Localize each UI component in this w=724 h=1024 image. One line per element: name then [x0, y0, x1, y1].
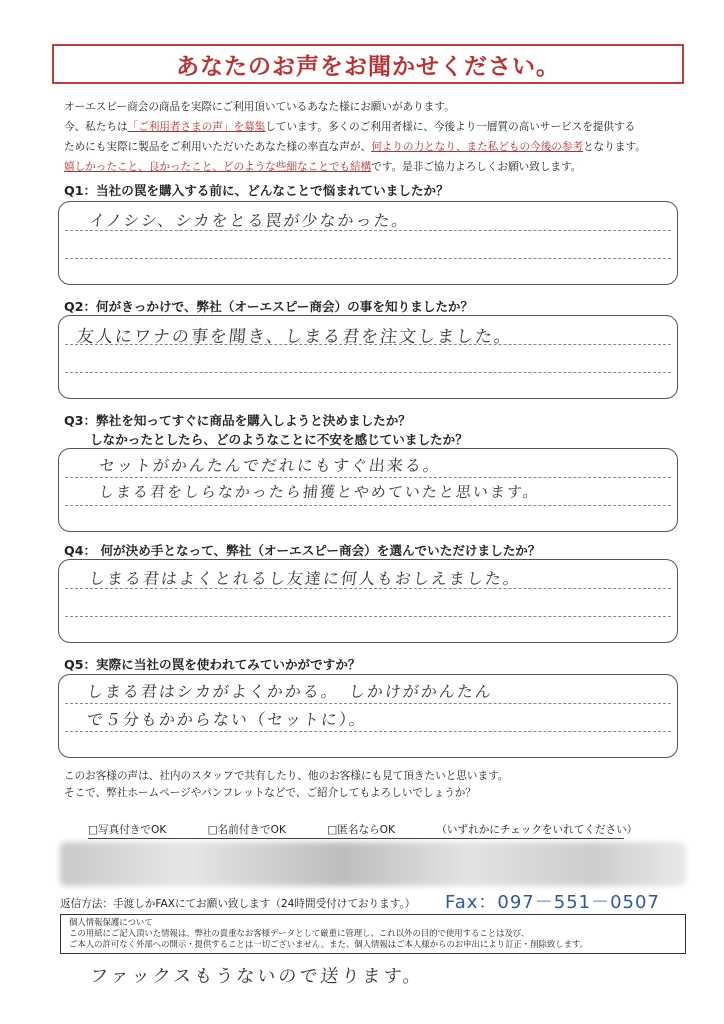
privacy-title: 個人情報保護について	[69, 917, 153, 927]
privacy-line-2: ご本人の許可なく外部への開示・提供することは一切ございません。また、個人情報はご本人様からのお申出により訂正・削除致します。	[69, 938, 589, 949]
redacted-signature-area	[60, 842, 686, 886]
answer-2-text: 友人にワナの事を聞き、しまる君を注文しました。	[75, 327, 515, 347]
intro-highlight-3: 嬉しかったこと、良かったこと、どのような些細なことでも結構	[64, 161, 372, 173]
intro-highlight-1: 「ご利用者さまの声」を募集	[127, 121, 266, 133]
page-title: あなたのお声をお聞かせください。	[176, 53, 560, 80]
answer-5-line-2: で５分もかからない（セットに）。	[85, 710, 368, 729]
question-2: Q2：何がきっかけで、弊社（オーエスピー商会）の事を知りましたか？	[64, 299, 474, 314]
answer-3-line-2: しまる君をしらなかったら捕獲とやめていたと思います。	[98, 483, 541, 501]
question-3-sub: しなかったとしたら、どのようなことに不安を感じていましたか？	[90, 432, 468, 447]
privacy-box	[60, 914, 686, 954]
answer-1-text: イノシシ、シカをとる罠が少なかった。	[87, 211, 411, 230]
consent-note-line-2: そこで、弊社ホームページやパンフレットなどで、ご紹介してもよろしいでしょうか？	[64, 787, 476, 799]
question-4: Q4： 何が決め手となって、弊社（オーエスピー商会）を選んでいただけましたか？	[64, 543, 541, 558]
answer-box-2[interactable]	[58, 315, 678, 399]
reply-method: 返信方法：手渡しかFAXにてお願い致します（24時間受付けております。）	[60, 898, 416, 910]
checkbox-instruction: （いずれかにチェックをいれてください）	[436, 824, 638, 836]
question-5: Q5：実際に当社の罠を使われてみていかがですか？	[64, 657, 361, 672]
checkbox-photo[interactable]: □写真付きでOK	[88, 824, 167, 836]
consent-note-line-1: このお客様の声は、社内のスタッフで共有したり、他のお客様にも見て頂きたいと思います。	[64, 770, 509, 782]
privacy-line-1: この用紙にご記入頂いた情報は、弊社の貴重なお客様データとして厳重に管理し、これ以外の目的で使用することは及び、	[69, 927, 530, 938]
consent-note	[64, 768, 508, 802]
footer-handwriting: ファックスもうないので送ります。	[88, 966, 425, 987]
answer-4-text: しまる君はよくとれるし友達に何人もおしえました。	[87, 569, 522, 588]
answer-5-line-1: しまる君はシカがよくかかる。 しかけがかんたん	[85, 682, 494, 701]
intro-line-2: 今、私たちは「ご利用者さまの声」を募集しています。多くのご利用者様に、今後より一層質の高いサービスを提供する	[64, 121, 636, 133]
answer-box-3[interactable]	[58, 448, 678, 532]
question-3: Q3：弊社を知ってすぐに商品を購入しようと決めましたか？	[64, 413, 411, 428]
intro-highlight-2: 何よりの力となり、また私どもの今後の参考	[371, 141, 584, 153]
checkbox-anonymous[interactable]: □匿名ならOK	[327, 824, 395, 836]
answer-box-1[interactable]	[58, 201, 678, 285]
intro-line-1: オーエスピー商会の商品を実際にご利用頂いているあなた様にお願いがあります。	[64, 101, 455, 113]
checkbox-name[interactable]: □名前付きでOK	[207, 824, 286, 836]
intro-line-4: 嬉しかったこと、良かったこと、どのような些細なことでも結構です。是非ご協力よろしくお願い致します。	[64, 161, 582, 173]
answer-box-5[interactable]	[58, 674, 678, 758]
fax-number: Fax：097－551－0507	[445, 892, 660, 913]
question-1: Q1：当社の罠を購入する前に、どんなことで悩まれていましたか？	[64, 183, 449, 198]
consent-checkboxes	[88, 822, 638, 839]
answer-box-4[interactable]	[58, 559, 678, 643]
intro-text	[64, 97, 684, 177]
intro-line-3: ためにも実際に製品をご利用いただいたあなた様の率直な声が、何よりの力となり、また私どもの今後の参考となります。	[64, 141, 646, 153]
answer-3-line-1: セットがかんたんでだれにもすぐ出来る。	[97, 456, 442, 475]
title-banner	[52, 44, 684, 84]
